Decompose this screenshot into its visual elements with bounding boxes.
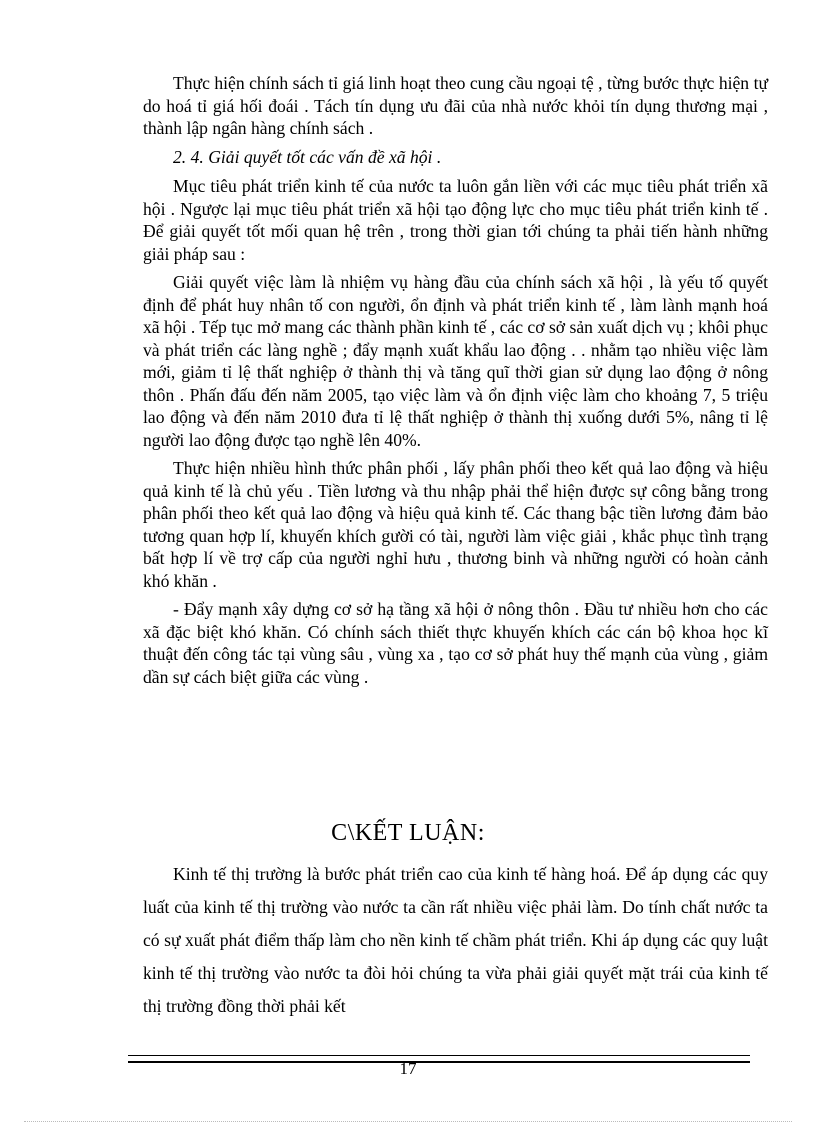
page-bottom-border [24,1121,792,1122]
paragraph-distribution: Thực hiện nhiều hình thức phân phối , lấy phân phối theo kết quả lao động và hiệu quả kinh tế là chủ yếu . Tiền lương và thu nhập phải thể hiện được sự công bằng trong phân phối theo kết quả lao động và hiệu quả kinh tế. Các thang bậc tiền lương đảm bảo tương quan hợp lí, khuyến khích gười có tài, người làm việc giải , khắc phục tình trạng bất hợp lí về trợ cấp của người nghỉ hưu , thương binh và những người có hoàn cảnh khó khăn . [143,458,768,591]
body-text [143,72,768,688]
conclusion-title: C\KẾT LUẬN: [331,820,485,846]
paragraph-social-goals: Mục tiêu phát triển kinh tế của nước ta luôn gắn liền với các mục tiêu phát triển xã hội . Ngược lại mục tiêu phát triển xã hội tạo động lực cho mục tiêu phát triển kinh tế . Để giải quyết tốt mối quan hệ trên , trong thời gian tới chúng ta phải tiến hành những giải pháp sau : [143,176,768,264]
paragraph-infrastructure: - Đẩy mạnh xây dựng cơ sở hạ tầng xã hội ở nông thôn . Đầu tư nhiều hơn cho các xã đặc biệt khó khăn. Có chính sách thiết thực khuyến khích các cán bộ khoa học kĩ thuật đến công tác tại vùng sâu , vùng xa , tạo cơ sở phát huy thế mạnh của vùng , giảm dần sự cách biệt giữa các vùng . [143,599,768,687]
paragraph-employment: Giải quyết việc làm là nhiệm vụ hàng đầu của chính sách xã hội , là yếu tố quyết định để phát huy nhân tố con người, ổn định và phát triển kinh tế , làm lành mạnh hoá xã hội . Tếp tục mở mang các thành phần kinh tế , các cơ sở sản xuất dịch vụ ; khôi phục và phát triển các làng nghề ; đẩy mạnh xuất khẩu lao động . . nhằm tạo nhiều việc làm mới, giảm tỉ lệ thất nghiệp ở thành thị và tăng quĩ thời gian sử dụng lao động ở nông thôn . Phấn đấu đến năm 2005, tạo việc làm và ổn định việc làm cho khoảng 7, 5 triệu lao động và đến năm 2010 đưa tỉ lệ thất nghiệp ở thành thị xuống dưới 5%, nâng tỉ lệ người lao động được tạo nghề lên 40%. [143,272,768,450]
paragraph-conclusion: Kinh tế thị trường là bước phát triển cao của kinh tế hàng hoá. Để áp dụng các quy luất của kinh tế thị trường vào nước ta cần rất nhiều việc phải làm. Do tính chất nước ta có sự xuất phát điểm thấp làm cho nền kinh tế chầm phát triển. Khi áp dụng các quy luật kinh tế thị trường vào nước ta đòi hỏi chúng ta vừa phải giải quyết mặt trái của kinh tế thị trường đồng thời phải kết [143,864,768,1016]
paragraph-exchange-rate: Thực hiện chính sách tỉ giá linh hoạt theo cung cầu ngoại tệ , từng bước thực hiện tự do hoá tỉ giá hối đoái . Tách tín dụng ưu đãi của nhà nước khỏi tín dụng thương mại , thành lập ngân hàng chính sách . [143,73,768,138]
section-heading: 2. 4. Giải quyết tốt các vấn đề xã hội . [173,146,442,167]
page-number: 17 [399,1059,417,1078]
conclusion-text [143,858,768,1023]
